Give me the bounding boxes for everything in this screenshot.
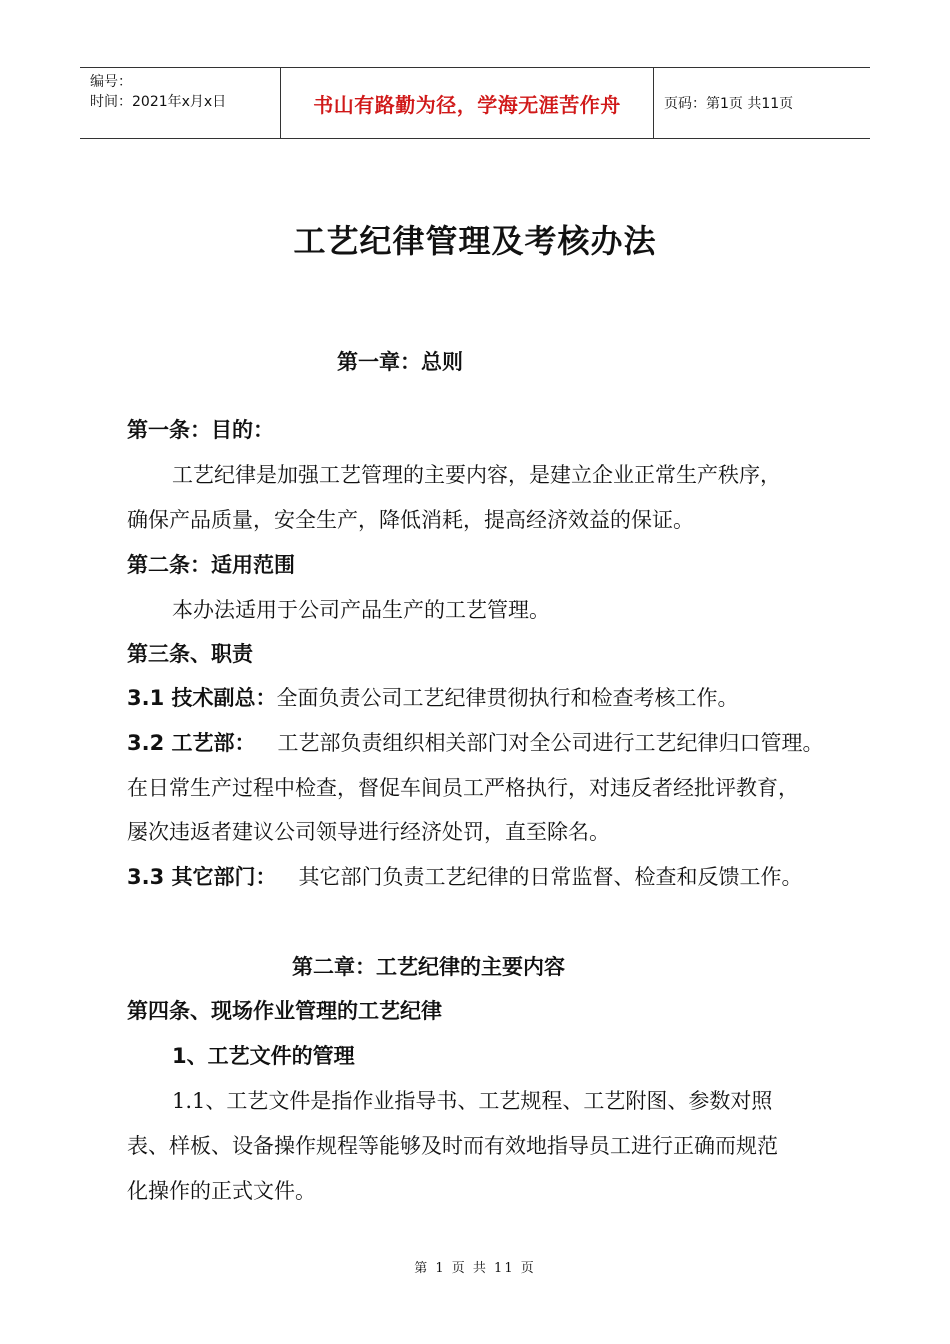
article-4-heading: 第四条、现场作业管理的工艺纪律	[127, 999, 442, 1023]
header-motto: 书山有路勤为径，学海无涯苦作舟	[280, 68, 654, 138]
article-1-heading: 第一条：目的：	[127, 418, 274, 442]
section-1-1-line-2: 表、样板、设备操作规程等能够及时而有效地指导员工进行正确而规范	[127, 1134, 778, 1158]
responsibility-3-3	[127, 861, 803, 891]
page-footer: 第 1 页 共 11 页	[414, 1261, 536, 1276]
responsibility-3-2-line-3: 屡次违返者建议公司领导进行经济处罚，直至除名。	[127, 820, 610, 844]
article-2-line-1: 本办法适用于公司产品生产的工艺管理。	[172, 598, 550, 622]
section-1-1-line-1: 1.1、工艺文件是指作业指导书、工艺规程、工艺附图、参数对照	[172, 1089, 773, 1113]
document-title: 工艺纪律管理及考核办法	[293, 222, 657, 260]
chapter-2-heading: 第二章：工艺纪律的主要内容	[292, 955, 565, 979]
article-2-heading: 第二条：适用范围	[127, 553, 295, 577]
header-page-info: 页码：第1页 共11页	[664, 96, 794, 112]
responsibility-3-2-line-2: 在日常生产过程中检查，督促车间员工严格执行，对违反者经批评教育，	[127, 776, 799, 800]
section-1-1-line-3: 化操作的正式文件。	[127, 1179, 316, 1203]
responsibility-3-1-text: 全面负责公司工艺纪律贯彻执行和检查考核工作。	[276, 686, 739, 710]
header-left-cell	[80, 68, 280, 138]
responsibility-3-3-text: 其它部门负责工艺纪律的日常监督、检查和反馈工作。	[298, 865, 803, 889]
article-1-line-2: 确保产品质量，安全生产，降低消耗，提高经济效益的保证。	[127, 508, 694, 532]
page-header-table	[80, 67, 870, 139]
section-1-heading: 1、工艺文件的管理	[172, 1044, 355, 1068]
responsibility-3-2-text: 工艺部负责组织相关部门对全公司进行工艺纪律归口管理。	[277, 731, 824, 755]
responsibility-3-1	[127, 682, 739, 712]
responsibility-3-1-label: 3.1 技术副总：	[127, 686, 277, 710]
article-1-line-1: 工艺纪律是加强工艺管理的主要内容，是建立企业正常生产秩序，	[172, 463, 781, 487]
number-label: 编号：	[90, 74, 132, 90]
responsibility-3-3-label: 3.3 其它部门：	[127, 865, 277, 889]
responsibility-3-2	[127, 727, 824, 757]
responsibility-3-2-label: 3.2 工艺部：	[127, 731, 256, 755]
chapter-1-heading: 第一章：总则	[337, 350, 463, 374]
time-label: 时间：2021年x月x日	[90, 94, 227, 110]
article-3-heading: 第三条、职责	[127, 642, 253, 666]
